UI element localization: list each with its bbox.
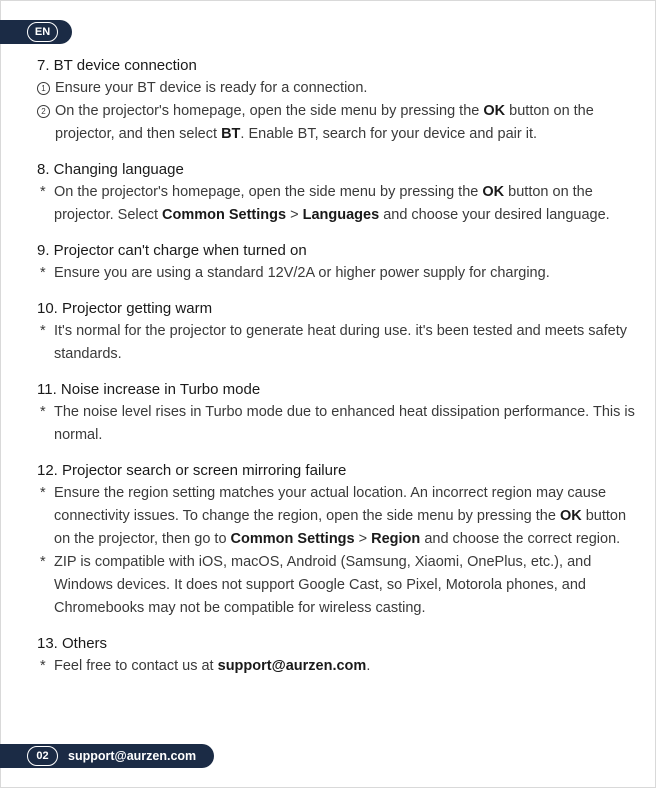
step-number-icon: 1: [37, 77, 55, 100]
list-item: [37, 77, 637, 100]
footer-email: support@aurzen.com: [68, 749, 197, 763]
footer-bar: [0, 744, 214, 768]
section-heading: 9. Projector can't charge when turned on: [37, 242, 307, 259]
item-text: Ensure you are using a standard 12V/2A or higher power supply for charging.: [54, 265, 550, 281]
item-text: The noise level rises in Turbo mode due to enhanced heat dissipation performance. This is normal.: [54, 404, 635, 443]
asterisk-icon: *: [40, 554, 46, 570]
support-email-link[interactable]: support@aurzen.com: [217, 658, 367, 674]
section-heading: 11. Noise increase in Turbo mode: [37, 381, 261, 398]
list-item: [37, 551, 637, 620]
language-badge: EN: [27, 22, 58, 42]
item-text: Ensure the region setting matches your actual location. An incorrect region may cause connectivity issues. To change the region, open the side menu by pressing the OK button on the projector, then go to Common Settings > Region and choose the correct region.: [54, 485, 627, 547]
section-heading: 10. Projector getting warm: [37, 300, 213, 317]
section-turbo-noise: [37, 378, 637, 447]
asterisk-icon: *: [40, 184, 46, 200]
item-text: Feel free to contact us at support@aurzen.com.: [54, 658, 371, 674]
list-item: [37, 181, 637, 227]
item-text: On the projector's homepage, open the side menu by pressing the OK button on the projector, and then select BT. Enable BT, search for your device and pair it.: [55, 103, 594, 142]
list-item: [37, 482, 637, 551]
asterisk-icon: *: [40, 323, 46, 339]
item-text: ZIP is compatible with iOS, macOS, Android (Samsung, Xiaomi, OnePlus, etc.), and Windows devices. It does not support Google Cast, so Pixel, Motorola phones, and Chromebooks may not be compatible for wireless casting.: [54, 554, 592, 616]
section-charging: [37, 239, 637, 285]
asterisk-icon: *: [40, 404, 46, 420]
section-mirroring: [37, 459, 637, 620]
section-others: [37, 632, 637, 678]
item-text: It's normal for the projector to generate heat during use. it's been tested and meets safety standards.: [54, 323, 627, 362]
asterisk-icon: *: [40, 658, 46, 674]
list-item: [37, 655, 637, 678]
section-heading: 7. BT device connection: [37, 57, 197, 74]
asterisk-icon: *: [40, 485, 46, 501]
section-heading: 13. Others: [37, 635, 108, 652]
list-item: [37, 401, 637, 447]
section-warm: [37, 297, 637, 366]
list-item: [37, 262, 637, 285]
list-item: [37, 100, 637, 146]
faq-content: [37, 54, 637, 690]
step-number-icon: 2: [37, 100, 55, 146]
language-tab: [0, 20, 72, 44]
section-changing-language: [37, 158, 637, 227]
section-bt-connection: [37, 54, 637, 146]
item-text: On the projector's homepage, open the side menu by pressing the OK button on the projector. Select Common Settings > Languages and choose your desired language.: [54, 184, 610, 223]
item-text: Ensure your BT device is ready for a connection.: [55, 80, 368, 96]
page-number: 02: [27, 746, 58, 766]
section-heading: 8. Changing language: [37, 161, 184, 178]
asterisk-icon: *: [40, 265, 46, 281]
section-heading: 12. Projector search or screen mirroring failure: [37, 462, 347, 479]
list-item: [37, 320, 637, 366]
